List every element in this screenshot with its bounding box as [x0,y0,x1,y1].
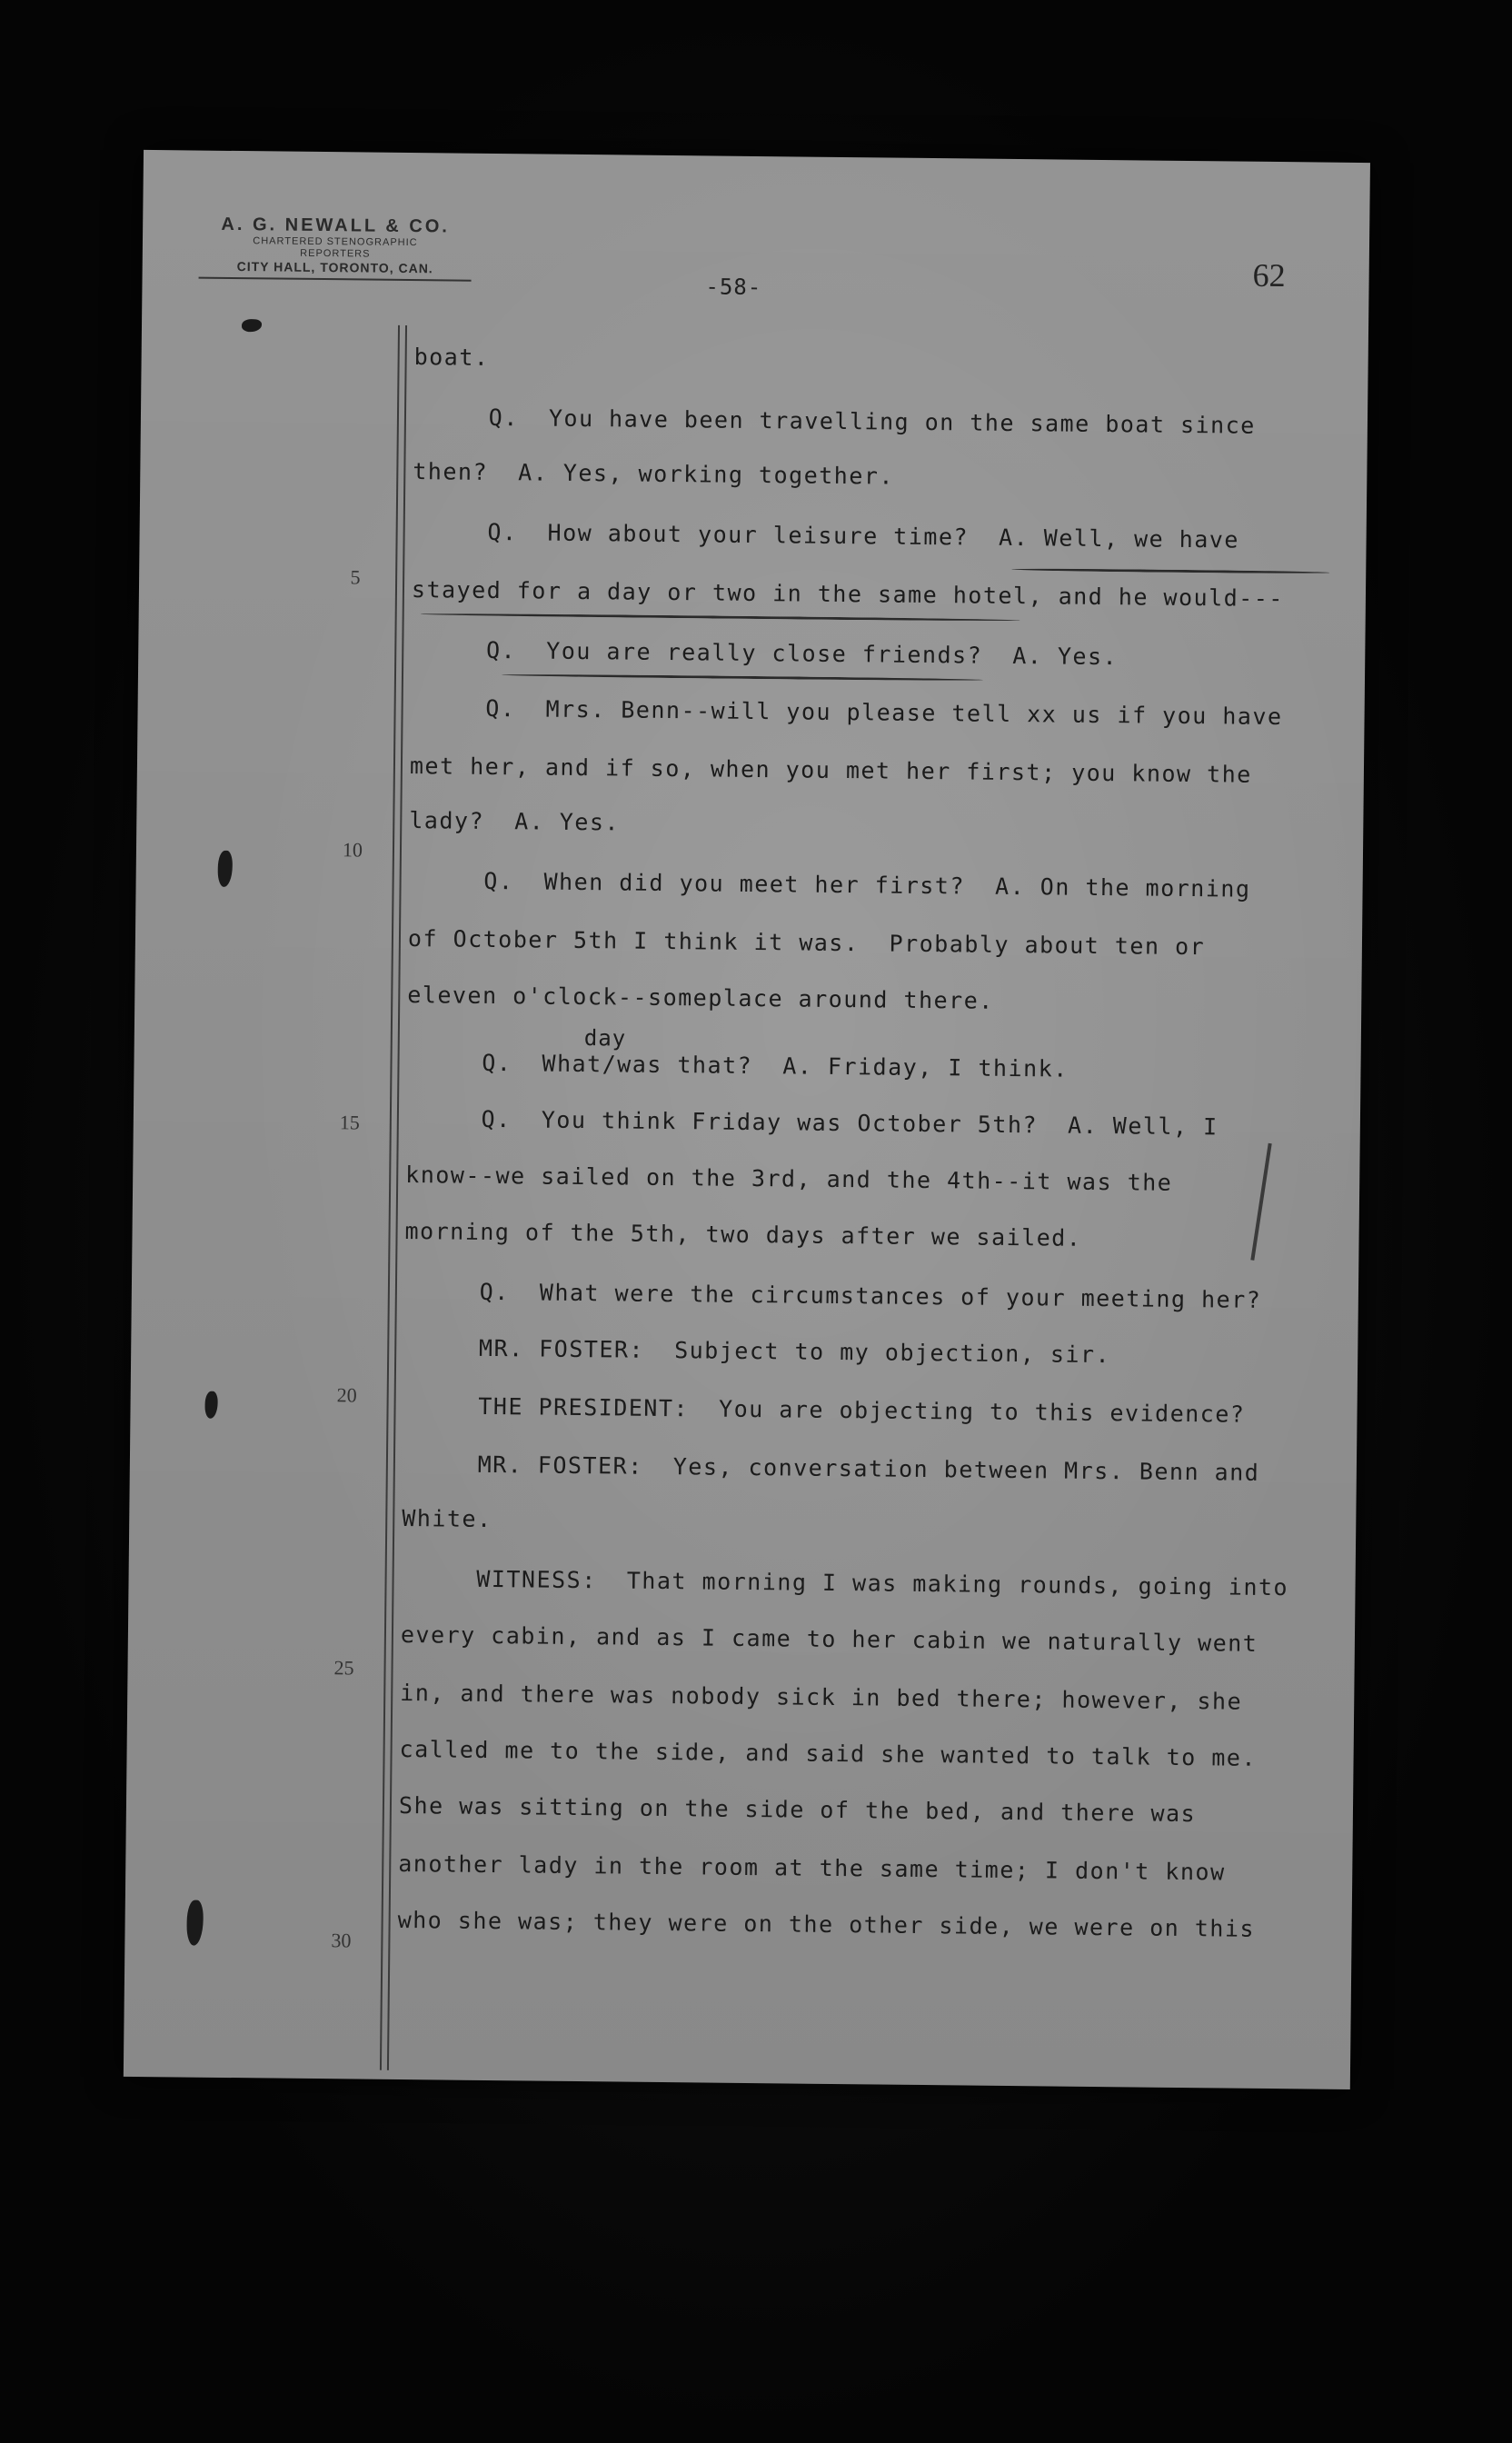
text-line: MR. FOSTER: Subject to my objection, sir. [403,1334,1111,1369]
line-number: 20 [336,1383,357,1407]
interlinear-insert: day [583,1025,627,1052]
letterhead-city: CITY HALL, TORONTO, CAN. [236,259,433,276]
letterhead-line2: REPORTERS [300,247,371,260]
hand-underline [1011,568,1329,574]
text-line: Q. You are really close friends? A. Yes. [411,636,1119,671]
text-line: then? A. Yes, working together. [413,458,895,490]
text-line: Q. What were the circumstances of your meeting her? [403,1278,1262,1313]
text-line: She was sitting on the side of the bed, and there was [398,1791,1197,1828]
line-number: 5 [350,565,361,589]
transcript-page [124,150,1370,2089]
text-line: stayed for a day or two in the same hotel, and he would--- [411,576,1285,613]
text-line: every cabin, and as I came to her cabin we naturally went [400,1620,1258,1657]
text-line: WITNESS: That morning I was making rounds, going into [401,1564,1289,1601]
letterhead [199,214,472,282]
text-line: eleven o'clock--someplace around there. [407,982,994,1014]
text-line: lady? A. Yes. [409,807,621,836]
ink-blot [186,1900,204,1946]
text-line: MR. FOSTER: Yes, conversation between Mrs. Benn and [402,1450,1260,1486]
text-line: met her, and if so, when you met her first; you know the [409,753,1252,788]
text-line: morning of the 5th, two days after we sailed. [404,1218,1082,1251]
letterhead-name: A. G. NEWALL & CO. [221,214,450,237]
hand-underline [421,613,1020,622]
letterhead-rule [199,277,472,282]
text-line: Q. You have been travelling on the same boat since [413,404,1256,439]
text-line: called me to the side, and said she wanted to talk to me. [399,1735,1258,1771]
text-line: White. [402,1504,492,1533]
transcript-body [396,344,1341,2080]
line-number: 15 [339,1111,360,1134]
text-line: Q. Mrs. Benn--will you please tell xx us if you have [410,694,1283,731]
text-line: of October 5th I think it was. Probably about ten or [407,925,1206,961]
text-line: Q. When did you meet her first? A. On the morning [408,867,1251,902]
hand-underline [502,673,983,682]
letterhead-line1: CHARTERED STENOGRAPHIC [253,235,418,249]
text-line: in, and there was nobody sick in bed there; however, she [400,1679,1243,1715]
text-line: another lady in the room at the same time; I don't know [398,1850,1226,1886]
page-number: 62 [1252,256,1286,294]
line-number: 25 [333,1656,354,1680]
ink-blot [204,1391,217,1419]
text-line: know--we sailed on the 3rd, and the 4th--it was the [405,1162,1173,1196]
line-number: 10 [342,838,363,862]
text-line: THE PRESIDENT: You are objecting to this evidence? [403,1391,1246,1428]
folio-number: -58- [705,274,762,301]
text-line: Q. What/was that? A. Friday, I think. [406,1049,1069,1082]
text-line: who she was; they were on the other side, we were on this [397,1906,1256,1942]
line-number: 30 [331,1929,352,1952]
text-line: Q. How about your leisure time? A. Well, we have [412,518,1240,553]
ink-blot [218,851,233,887]
ink-blot [242,319,262,332]
text-line: boat. [413,344,490,371]
text-line: Q. You think Friday was October 5th? A. Well, I [405,1105,1219,1141]
